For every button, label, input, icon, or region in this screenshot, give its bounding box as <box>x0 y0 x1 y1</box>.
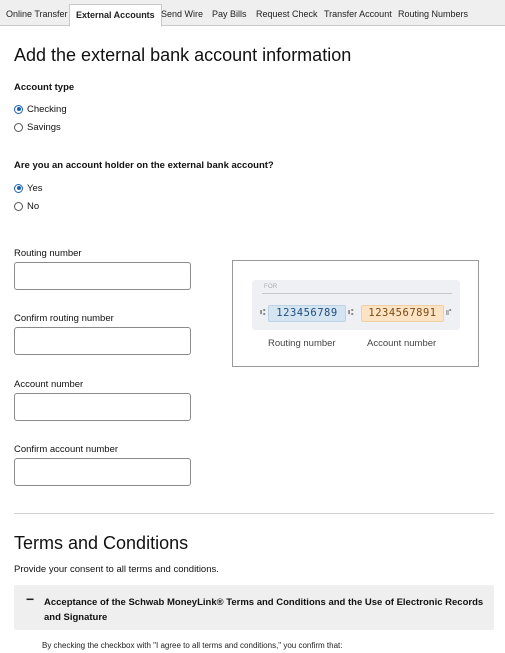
radio-savings-control[interactable] <box>14 123 23 132</box>
radio-checking-control[interactable] <box>14 105 23 114</box>
check-routing-sample: 123456789 <box>268 305 346 322</box>
check-memo-line <box>262 293 452 294</box>
radio-no-label: No <box>27 200 40 212</box>
confirm-account-number-input[interactable] <box>14 458 191 486</box>
section-divider <box>14 513 494 514</box>
consent-text: Provide your consent to all terms and conditions. <box>14 564 219 575</box>
terms-accordion[interactable] <box>14 585 494 630</box>
check-account-sample: 1234567891 <box>361 305 444 322</box>
tab-external-accounts[interactable]: External Accounts <box>69 4 162 27</box>
radio-savings[interactable] <box>14 121 61 133</box>
tab-send-wire[interactable]: Send Wire <box>161 9 204 19</box>
account-holder-label: Are you an account holder on the external bank account? <box>14 160 274 171</box>
account-number-label: Account number <box>14 379 84 390</box>
radio-no[interactable] <box>14 200 39 212</box>
collapse-icon[interactable]: − <box>26 591 35 607</box>
radio-yes-control[interactable] <box>14 184 23 193</box>
tab-routing-numbers[interactable]: Routing Numbers <box>398 9 469 19</box>
account-number-input[interactable] <box>14 393 191 421</box>
radio-no-control[interactable] <box>14 202 23 211</box>
tab-transfer-account[interactable]: Transfer Account <box>324 9 392 19</box>
account-type-label: Account type <box>14 82 75 93</box>
accordion-title: Acceptance of the Schwab MoneyLink® Terms and Conditions and the Use of Electronic Records and Signature <box>44 597 484 623</box>
account-caption: Account number <box>367 338 437 349</box>
tab-online-transfer[interactable]: Online Transfer <box>6 9 68 19</box>
tab-bar <box>0 0 505 26</box>
radio-checking[interactable] <box>14 103 67 115</box>
radio-savings-label: Savings <box>27 121 61 133</box>
confirm-account-number-label: Confirm account number <box>14 444 119 455</box>
micr-transit-symbol-icon: ⑆ <box>348 308 354 318</box>
radio-checking-label: Checking <box>27 103 67 115</box>
routing-caption: Routing number <box>268 338 336 349</box>
check-for-label: FOR <box>264 284 278 290</box>
terms-body-text: By checking the checkbox with "I agree to all terms and conditions," you confirm that: <box>42 641 343 650</box>
confirm-routing-number-input[interactable] <box>14 327 191 355</box>
radio-yes-label: Yes <box>27 182 43 194</box>
radio-yes[interactable] <box>14 182 43 194</box>
micr-transit-symbol-icon: ⑆ <box>260 308 266 318</box>
tab-pay-bills[interactable]: Pay Bills <box>212 9 247 19</box>
confirm-routing-number-label: Confirm routing number <box>14 313 114 324</box>
page-title: Add the external bank account information <box>14 45 352 65</box>
micr-on-us-symbol-icon: ⑈ <box>446 308 452 318</box>
tab-request-check[interactable]: Request Check <box>256 9 318 19</box>
routing-number-input[interactable] <box>14 262 191 290</box>
terms-title: Terms and Conditions <box>14 533 189 553</box>
routing-number-label: Routing number <box>14 248 82 259</box>
